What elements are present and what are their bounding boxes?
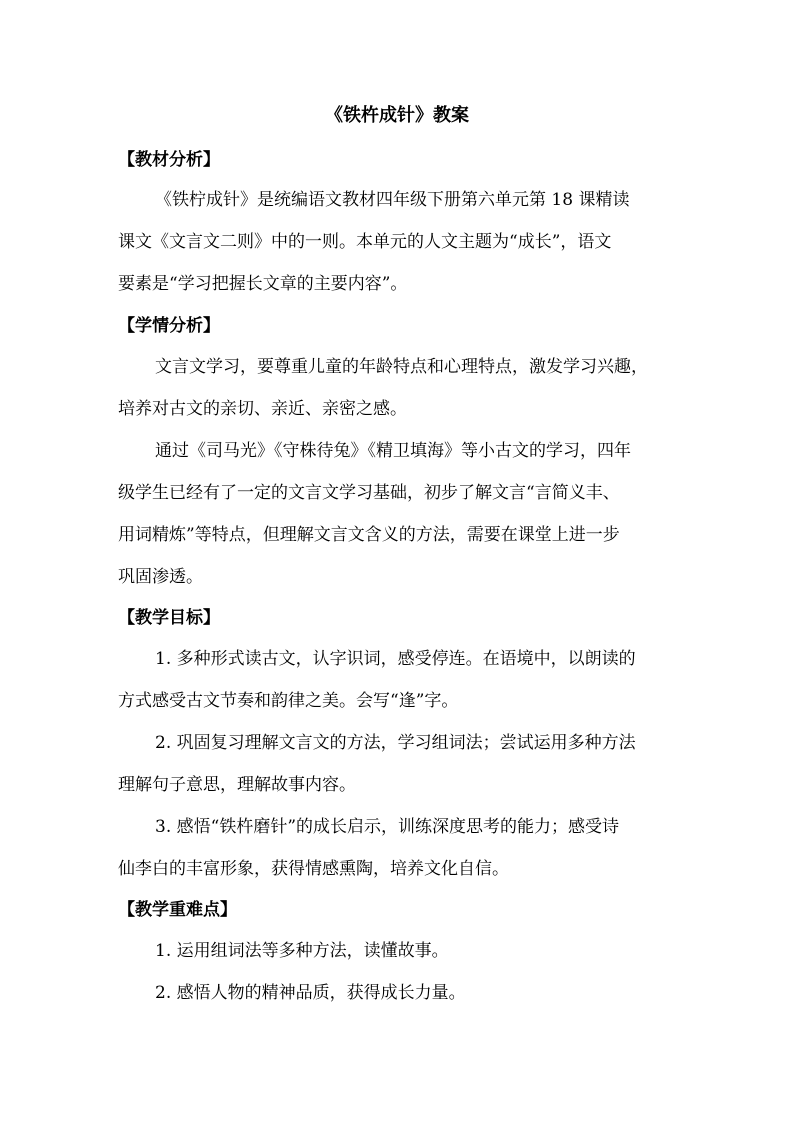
paragraph-line: 培养对古文的亲切、亲近、亲密之感。 bbox=[118, 399, 407, 419]
paragraph-line: 用词精炼”等特点，但理解文言文含义的方法，需要在课堂上进一步 bbox=[118, 525, 620, 545]
section-heading-key-difficulties: 【教学重难点】 bbox=[118, 900, 237, 920]
paragraph-line: 方式感受古文节奏和韵律之美。会写“逢”字。 bbox=[118, 691, 459, 711]
paragraph-line: 要素是“学习把握长文章的主要内容”。 bbox=[118, 274, 408, 294]
paragraph-line: 文言文学习，要尊重儿童的年龄特点和心理特点，激发学习兴趣， bbox=[155, 357, 648, 377]
section-heading-student-analysis: 【学情分析】 bbox=[118, 316, 220, 336]
paragraph-line: 仙李白的丰富形象，获得情感熏陶，培养文化自信。 bbox=[118, 859, 509, 879]
paragraph-line: 级学生已经有了一定的文言文学习基础，初步了解文言“言简义丰、 bbox=[118, 483, 620, 503]
paragraph-line: 通过《司马光》《守株待兔》《精卫填海》等小古文的学习，四年 bbox=[155, 441, 631, 461]
paragraph-line: 2. 巩固复习理解文言文的方法，学习组词法；尝试运用多种方法 bbox=[155, 733, 636, 753]
paragraph-line: 1. 运用组词法等多种方法，读懂故事。 bbox=[155, 941, 449, 961]
section-heading-teaching-objectives: 【教学目标】 bbox=[118, 608, 220, 628]
paragraph-line: 3. 感悟“铁杵磨针”的成长启示，训练深度思考的能力；感受诗 bbox=[155, 817, 620, 837]
paragraph-line: 1. 多种形式读古文，认字识词，感受停连。在语境中，以朗读的 bbox=[155, 649, 636, 669]
document-title: 《铁杵成针》教案 bbox=[325, 105, 469, 126]
paragraph-line: 巩固渗透。 bbox=[118, 567, 203, 587]
paragraph-line: 《铁柠成针》是统编语文教材四年级下册第六单元第 18 课精读 bbox=[155, 190, 630, 210]
paragraph-line: 课文《文言文二则》中的一则。本单元的人文主题为“成长”，语文 bbox=[118, 232, 612, 252]
section-heading-textbook-analysis: 【教材分析】 bbox=[118, 150, 220, 170]
paragraph-line: 2. 感悟人物的精神品质，获得成长力量。 bbox=[155, 983, 466, 1003]
paragraph-line: 理解句子意思，理解故事内容。 bbox=[118, 775, 356, 795]
